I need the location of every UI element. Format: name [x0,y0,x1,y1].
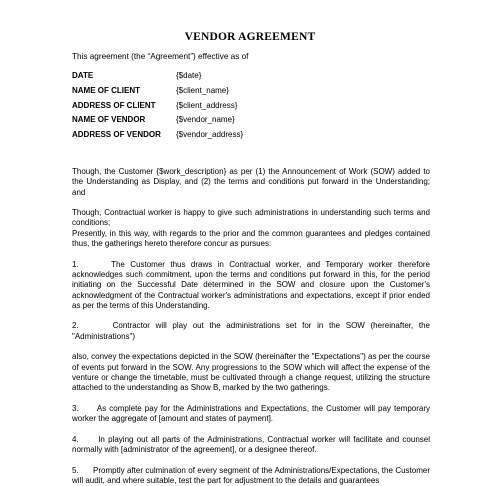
clause-paragraph: also, convey the expectations depicted in the SOW (hereinafter the "Expectations") as per the course of events put forward in the SOW. Any progressions to the SOW which will affect the expense of the venture or change the timetable, must be cultivated through a change request, utilizing the structure attached to the understanding as Show B, marked by the two gatherings. [72,352,430,393]
field-label: ADDRESS OF VENDOR [72,130,161,140]
field-value: {$vendor_name} [176,115,235,125]
field-label: DATE [72,71,94,80]
field-vendor-name [72,115,452,130]
agreement-body [72,167,430,486]
field-value: {$client_address} [176,100,238,110]
document-title: VENDOR AGREEMENT [184,31,316,43]
field-value: {$client_name} [176,85,229,95]
field-client-address [72,101,452,116]
agreement-fields [72,71,452,145]
field-client-name [72,86,452,101]
clause-paragraph: 5. Promptly after culmination of every segment of the Administrations/Expectations, the Customer will audit, and where suitable, test the part for adjustment to the details and guarantees [72,465,430,485]
clause-paragraph: 2. Contractor will play out the administrations set for in the SOW (hereinafter, the "Administrations") [72,321,430,341]
recital-paragraph: Though, the Customer {$work_description} as per (1) the Announcement of Work (SOW) added to the Understanding as Display, and (2) the terms and conditions put forward in the Understanding; and [72,167,430,197]
recital-paragraph: Though, Contractual worker is happy to give such administrations in understanding such terms and conditions; [72,208,430,228]
recital-paragraph: Presently, in this way, with regards to the prior and the common guarantees and pledges contained thus, the gatherings hereto therefore concur as pursues: [72,228,430,249]
field-label: ADDRESS OF CLIENT [72,100,156,110]
clause-paragraph: 3. As complete pay for the Administrations and Expectations, the Customer will pay temporary worker the aggregate of [amount and states of payment]. [72,403,430,424]
field-vendor-address [72,130,452,145]
field-label: NAME OF VENDOR [72,115,146,125]
field-value: {$date} [176,71,202,80]
intro-text: This agreement (the “Agreement”) effective as of [72,52,249,61]
clause-paragraph: 1. The Customer thus draws in Contractual worker, and Temporary worker therefore acknowledges such commitment, upon the terms and conditions put forward in this, for the period initiating on the Successful Date determined in the SOW and closure upon the Customer's acknowledgment of the Contractual worker's administrations and expectations, except if prior ended as per the terms of this Understanding. [72,259,430,310]
field-value: {$vendor_address} [176,130,244,140]
field-label: NAME OF CLIENT [72,85,140,95]
field-date [72,71,452,86]
clause-paragraph: 4. In playing out all parts of the Administrations, Contractual worker will facilitate and counsel normally with [administrator of the agreement], or a designee thereof. [72,434,430,455]
